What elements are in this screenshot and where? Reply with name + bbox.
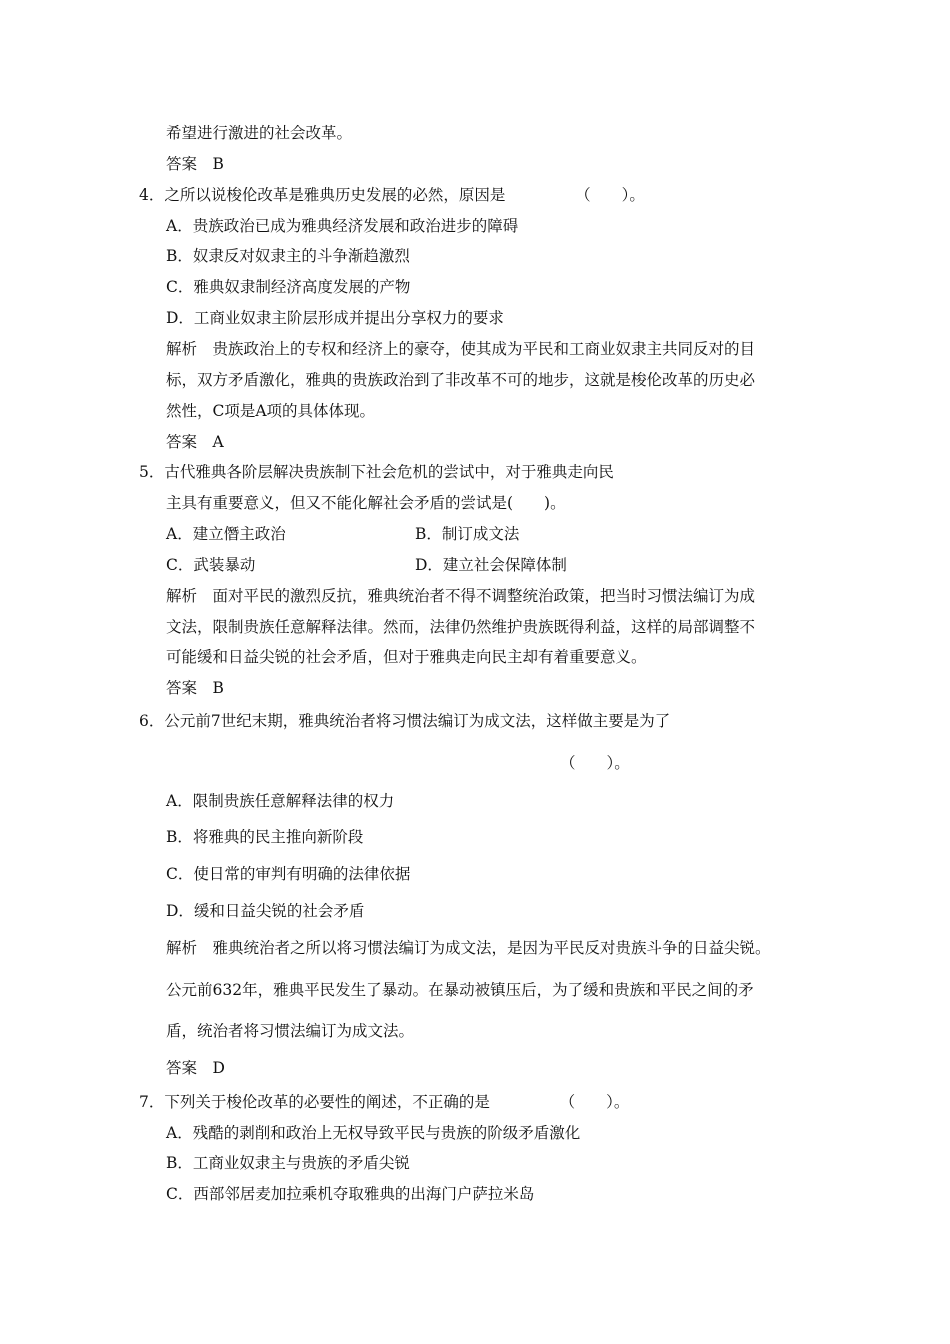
q5-analysis-3: 可能缓和日益尖锐的社会矛盾，但对于雅典走向民主却有着重要意义。 [166, 648, 647, 666]
q5-analysis-2: 文法，限制贵族任意解释法律。然而，法律仍然维护贵族既得利益，这样的局部调整不 [166, 618, 756, 636]
q5-answer: 答案 B [166, 679, 224, 697]
q7-option-a: A．残酷的剥削和政治上无权导致平民与贵族的阶级矛盾激化 [166, 1124, 581, 1142]
q5-stem-2: 主具有重要意义，但又不能化解社会矛盾的尝试是( )。 [166, 494, 566, 512]
q4-option-d: D．工商业奴隶主阶层形成并提出分享权力的要求 [166, 309, 504, 327]
q6-analysis-1: 解析 雅典统治者之所以将习惯法编订为成文法，是因为平民反对贵族斗争的日益尖锐。 [166, 939, 771, 957]
q5-stem-1: 5．古代雅典各阶层解决贵族制下社会危机的尝试中，对于雅典走向民 [139, 463, 614, 481]
q5-option-a: A．建立僭主政治 [166, 525, 286, 543]
q7-stem: 7．下列关于梭伦改革的必要性的阐述，不正确的是 （ ）。 [139, 1093, 630, 1111]
q4-analysis-3: 然性，C项是A项的具体体现。 [166, 402, 376, 420]
q6-stem-1: 6．公元前7世纪末期，雅典统治者将习惯法编订为成文法，这样做主要是为了 [139, 712, 671, 730]
q7-option-b: B．工商业奴隶主与贵族的矛盾尖锐 [166, 1154, 410, 1172]
q5-analysis-1: 解析 面对平民的激烈反抗，雅典统治者不得不调整统治政策，把当时习惯法编订为成 [166, 587, 756, 605]
q5-option-b: B．制订成文法 [415, 525, 520, 543]
q4-answer: 答案 A [166, 433, 224, 451]
q4-stem: 4．之所以说梭伦改革是雅典历史发展的必然，原因是 （ ）。 [139, 186, 645, 204]
q3-analysis-end: 希望进行激进的社会改革。 [166, 124, 353, 142]
q3-answer: 答案 B [166, 155, 224, 173]
q6-option-a: A．限制贵族任意解释法律的权力 [166, 792, 395, 810]
q6-option-d: D．缓和日益尖锐的社会矛盾 [166, 902, 365, 920]
q4-analysis-2: 标，双方矛盾激化，雅典的贵族政治到了非改革不可的地步，这就是梭伦改革的历史必 [166, 371, 756, 389]
q5-option-c: C．武装暴动 [166, 556, 256, 574]
q4-option-b: B．奴隶反对奴隶主的斗争渐趋激烈 [166, 247, 410, 265]
q6-analysis-2: 公元前632年，雅典平民发生了暴动。在暴动被镇压后，为了缓和贵族和平民之间的矛 [166, 981, 754, 999]
q7-option-c: C．西部邻居麦加拉乘机夺取雅典的出海门户萨拉米岛 [166, 1185, 535, 1203]
q5-option-d: D．建立社会保障体制 [415, 556, 567, 574]
q6-answer: 答案 D [166, 1059, 225, 1077]
q4-option-a: A．贵族政治已成为雅典经济发展和政治进步的障碍 [166, 217, 519, 235]
q4-analysis-1: 解析 贵族政治上的专权和经济上的豪夺，使其成为平民和工商业奴隶主共同反对的目 [166, 340, 756, 358]
q4-option-c: C．雅典奴隶制经济高度发展的产物 [166, 278, 411, 296]
q6-analysis-3: 盾，统治者将习惯法编订为成文法。 [166, 1022, 415, 1040]
q6-option-c: C．使日常的审判有明确的法律依据 [166, 865, 411, 883]
q6-option-b: B．将雅典的民主推向新阶段 [166, 828, 364, 846]
q6-stem-2: （ ）。 [560, 754, 630, 772]
